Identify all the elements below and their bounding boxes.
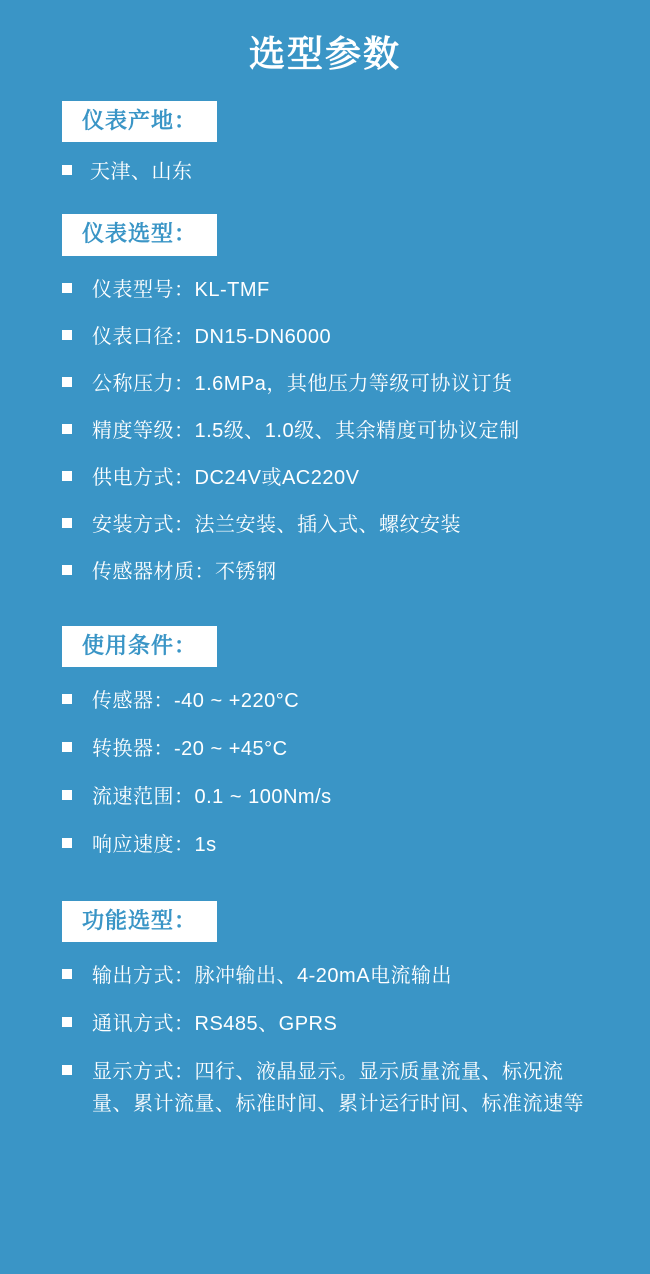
list-item: [62, 509, 610, 541]
list-item-text: 转换器：-20 ~ +45°C: [92, 737, 288, 760]
section-header-instrument-origin: 仪表产地：: [62, 101, 217, 142]
list-item-text: 仪表口径：DN15-DN6000: [92, 325, 332, 348]
list-item: [62, 829, 610, 861]
square-bullet-icon: [62, 518, 72, 528]
list-item: [62, 274, 610, 306]
list-item-text: 传感器材质：不锈钢: [92, 560, 277, 583]
square-bullet-icon: [62, 165, 72, 175]
square-bullet-icon: [62, 377, 72, 387]
list-item-text: 天津、山东: [90, 161, 193, 184]
section-items-operating-conditions: [0, 685, 650, 861]
section-items-instrument-origin: [0, 156, 650, 188]
square-bullet-icon: [62, 838, 72, 848]
list-item: [62, 685, 610, 717]
square-bullet-icon: [62, 565, 72, 575]
list-item: [62, 1008, 610, 1040]
section-function-selection: [0, 901, 650, 1120]
section-header-operating-conditions: 使用条件：: [62, 626, 217, 667]
square-bullet-icon: [62, 790, 72, 800]
page-title: 选型参数: [248, 33, 401, 74]
square-bullet-icon: [62, 283, 72, 293]
square-bullet-icon: [62, 969, 72, 979]
list-item: [62, 960, 610, 992]
section-operating-conditions: [0, 626, 650, 861]
list-item: [62, 368, 610, 400]
square-bullet-icon: [62, 742, 72, 752]
list-item-text: 响应速度：1s: [92, 833, 217, 856]
list-item-text: 输出方式：脉冲输出、4-20mA电流输出: [92, 964, 453, 987]
list-item: [62, 733, 610, 765]
square-bullet-icon: [62, 694, 72, 704]
section-items-function-selection: [0, 960, 650, 1120]
square-bullet-icon: [62, 330, 72, 340]
section-instrument-origin: [0, 101, 650, 188]
list-item-text: 传感器：-40 ~ +220°C: [92, 689, 300, 712]
list-item: [62, 156, 610, 188]
list-item-text: 公称压力：1.6MPa，其他压力等级可协议订货: [92, 372, 513, 395]
section-instrument-selection: [0, 214, 650, 587]
square-bullet-icon: [62, 424, 72, 434]
list-item-text: 精度等级：1.5级、1.0级、其余精度可协议定制: [92, 419, 520, 442]
square-bullet-icon: [62, 1017, 72, 1027]
list-item: [62, 556, 610, 588]
list-item-text: 显示方式：四行、液晶显示。显示质量流量、标况流量、累计流量、标准时间、累计运行时间、标准流速等: [92, 1060, 584, 1115]
section-items-instrument-selection: [0, 274, 650, 588]
list-item-text: 供电方式：DC24V或AC220V: [92, 466, 360, 489]
square-bullet-icon: [62, 1065, 72, 1075]
list-item: [62, 462, 610, 494]
list-item-text: 安装方式：法兰安装、插入式、螺纹安装: [92, 513, 461, 536]
list-item-text: 流速范围：0.1 ~ 100Nm/s: [92, 785, 332, 808]
list-item: [62, 1056, 610, 1120]
section-header-instrument-selection: 仪表选型：: [62, 214, 217, 255]
square-bullet-icon: [62, 471, 72, 481]
list-item-text: 通讯方式：RS485、GPRS: [92, 1012, 338, 1035]
list-item: [62, 415, 610, 447]
list-item: [62, 781, 610, 813]
section-header-function-selection: 功能选型：: [62, 901, 217, 942]
list-item-text: 仪表型号：KL-TMF: [92, 278, 270, 301]
list-item: [62, 321, 610, 353]
